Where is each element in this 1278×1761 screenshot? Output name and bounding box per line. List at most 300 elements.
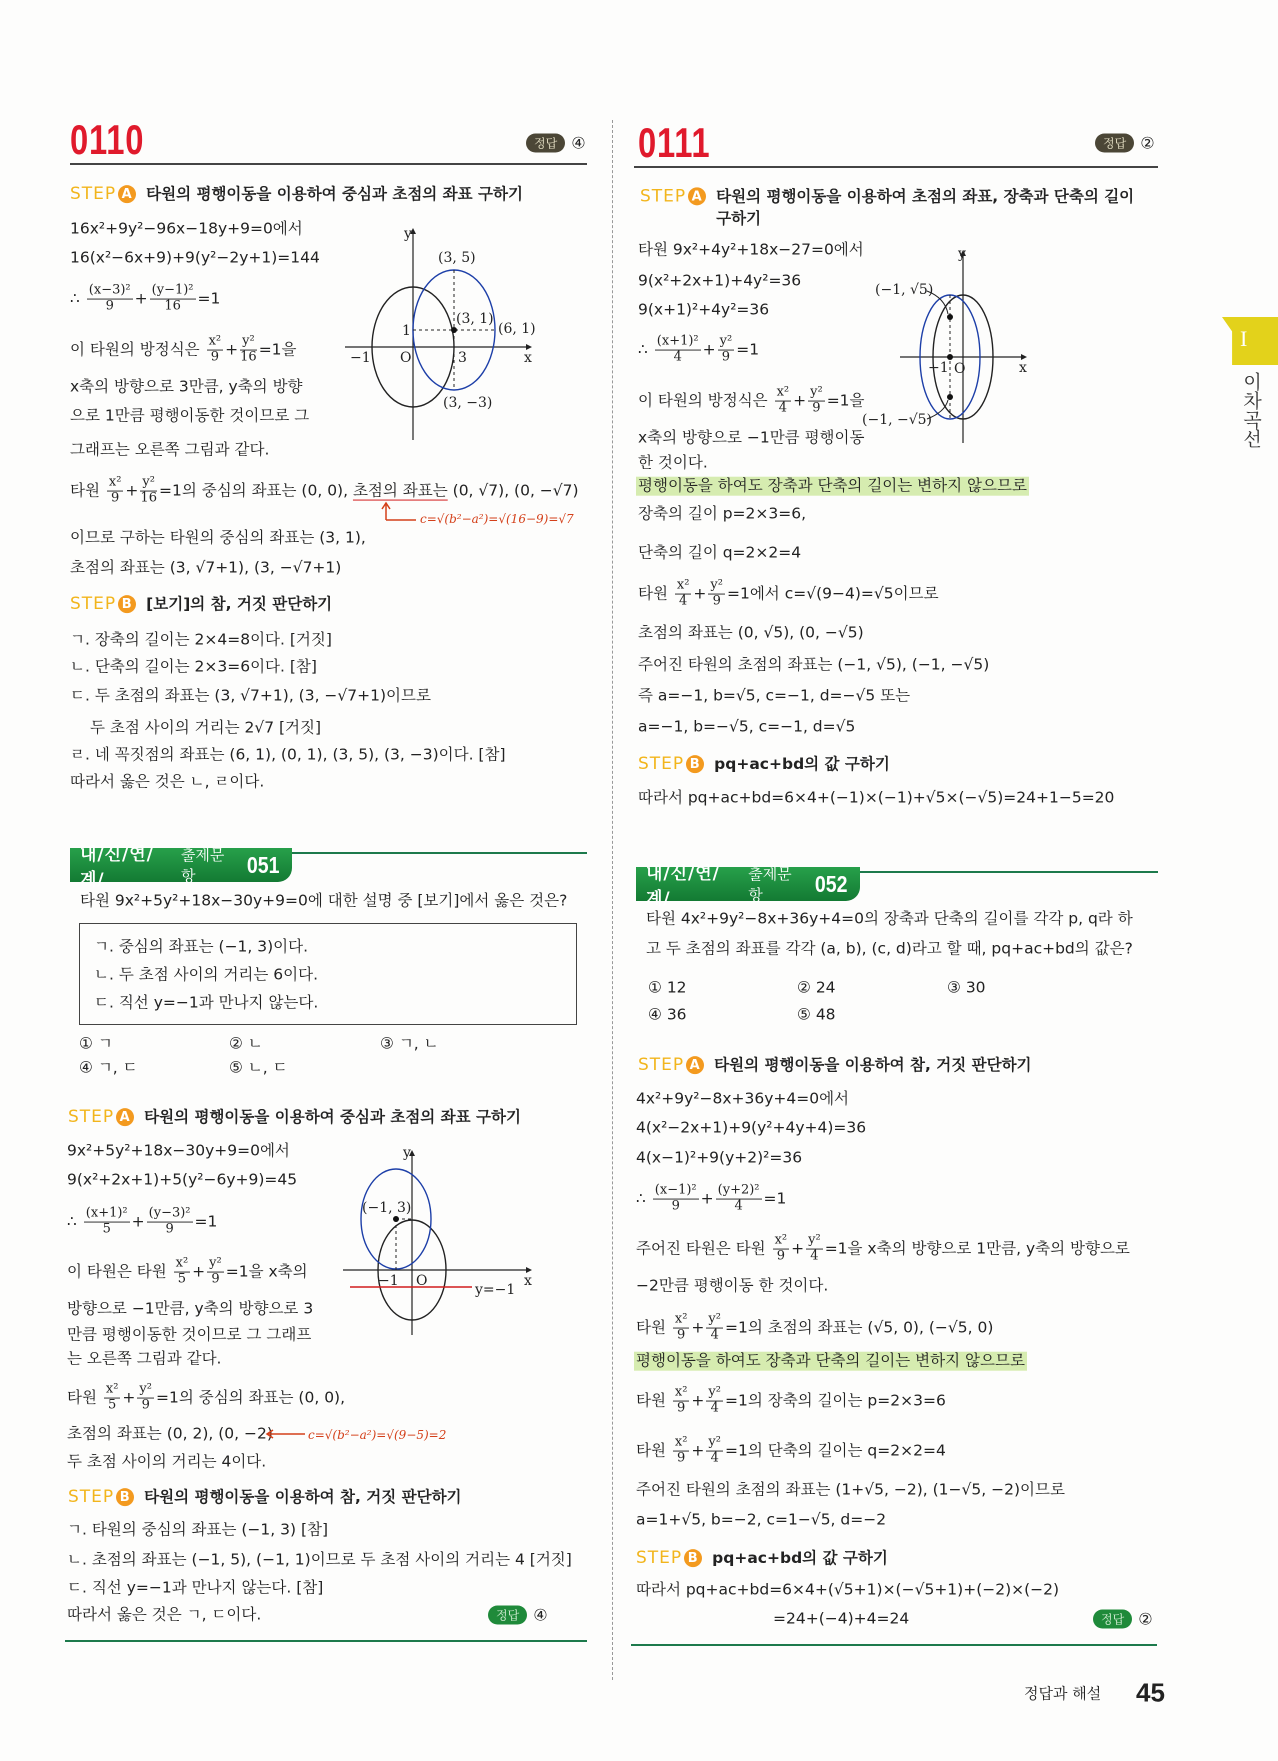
denominator: 4: [710, 1450, 719, 1466]
text-run: 그래프는 오른쪽 그림과 같다.: [70, 440, 270, 459]
text-run: 고 두 초점의 좌표를 각각 (a, b), (c, d)라고 할 때, pq+ac+bd의 값은?: [646, 939, 1133, 958]
tick-label: −1: [350, 350, 371, 366]
text-run: +: [700, 1189, 714, 1208]
text-run: 따라서 옳은 것은 ㄱ, ㄷ이다.: [67, 1605, 262, 1624]
numerator: x²: [674, 1311, 688, 1327]
step-letter: A: [686, 1056, 704, 1074]
text-run: =1: [197, 289, 221, 308]
step-word: STEP: [636, 1548, 683, 1569]
choice-1[interactable]: [648, 979, 687, 998]
denominator: 5: [108, 1397, 117, 1413]
text-run: 주어진 타원의 초점의 좌표는 (1+√5, −2), (1−√5, −2)이므로: [636, 1480, 1065, 1499]
text-run: ㄹ. 네 꼭짓점의 좌표는 (6, 1), (0, 1), (3, 5), (3, −3)이다. [참]: [70, 745, 506, 764]
line-label: y=−1: [475, 1282, 516, 1298]
text-run: 즉 a=−1, b=√5, c=−1, d=−√5 또는: [638, 686, 911, 705]
text-run: ㄷ. 직선 y=−1과 만나지 않는다. [참]: [67, 1578, 324, 1597]
solution-line: [67, 1300, 313, 1319]
text-run: 초점의 좌표는 (3, √7+1), (3, −√7+1): [70, 558, 342, 577]
solution-line: [70, 746, 506, 765]
text-run: 따라서 옳은 것은 ㄴ, ㄹ이다.: [70, 772, 265, 791]
choice-3[interactable]: [380, 1035, 439, 1054]
bogi-item: [94, 966, 318, 985]
math-fraction: [808, 386, 825, 417]
numerator: (x−3)²: [88, 282, 131, 298]
text-run: ㄷ. 두 초점의 좌표는 (3, √7+1), (3, −√7+1)이므로: [70, 686, 431, 705]
text-run: =1에서 c=√(9−4)=√5이므로: [726, 584, 939, 603]
answer-value: ②: [1138, 1609, 1153, 1629]
denominator: 4: [734, 1198, 743, 1214]
text-run: 초점의 좌표는 (0, √5), (0, −√5): [638, 623, 864, 642]
numerator: (x+1)²: [656, 333, 699, 349]
text-run: =1을: [258, 340, 297, 359]
text-run: 주어진 타원은 타원: [636, 1239, 771, 1258]
text-run: x축의 방향으로 −1만큼 평행이동: [638, 428, 865, 447]
chapter-label: 이차곡선: [1240, 372, 1262, 448]
banner-rule: [850, 871, 1158, 873]
tick-label: −1: [378, 1273, 399, 1289]
step-title: 타원의 평행이동을 이용하여 참, 거짓 판단하기: [144, 1488, 462, 1507]
text-run: +: [793, 391, 807, 410]
text-run: 따라서 pq+ac+bd=6×4+(√5+1)×(−√5+1)+(−2)×(−2): [636, 1580, 1060, 1599]
math-fraction: [150, 284, 196, 315]
solution-line: [70, 773, 264, 792]
text-run: =1의 중심의 좌표는 (0, 0),: [158, 481, 353, 500]
step-title: 타원의 평행이동을 이용하여 초점의 좌표, 장축과 단축의 길이: [716, 187, 1135, 206]
choice-4[interactable]: [79, 1059, 138, 1078]
focus-point: [947, 394, 953, 400]
denominator: 9: [721, 349, 731, 365]
choice-3[interactable]: [947, 979, 986, 998]
bogi-item: [94, 938, 308, 957]
solution-line: [638, 272, 801, 291]
text-run: 타원 9x²+4y²+18x−27=0에서: [638, 240, 864, 259]
origin-label: O: [400, 350, 412, 366]
solution-line: [638, 656, 989, 675]
solution-line: [636, 1090, 849, 1109]
text-run: ④ ㄱ, ㄷ: [79, 1058, 138, 1077]
point-label: (−1, 3): [362, 1200, 412, 1216]
step-a-heading: [68, 1107, 521, 1129]
math-fraction: [207, 1257, 224, 1288]
denominator: 4: [673, 349, 682, 365]
banner-rule: [280, 852, 587, 854]
denominator: 9: [211, 1271, 220, 1287]
text-run: 평행이동을 하여도 장축과 단축의 길이는 변하지 않으므로: [636, 1351, 1025, 1370]
text-run: =24+(−4)+4=24: [773, 1609, 910, 1628]
answer-value: ④: [571, 133, 586, 153]
text-run: +: [134, 289, 148, 308]
math-fraction: [207, 335, 224, 366]
step-word: STEP: [640, 186, 687, 207]
text-run: 장축의 길이 p=2×3=6,: [638, 504, 807, 523]
text-run: 9(x²+2x+1)+4y²=36: [638, 271, 802, 290]
step-a-heading: [640, 186, 1134, 229]
solution-line: [638, 579, 939, 610]
solution-line: [67, 1383, 345, 1414]
answer-label: 정답: [526, 134, 565, 153]
step-title: 타원의 평행이동을 이용하여 중심과 초점의 좌표 구하기: [144, 1108, 521, 1127]
banner-label: 출제문항: [180, 846, 225, 885]
step-letter: B: [684, 1549, 702, 1567]
choice-2[interactable]: [797, 979, 836, 998]
solution-line: [67, 1606, 261, 1625]
step-letter: A: [118, 185, 136, 203]
solution-line: [638, 718, 855, 737]
math-fraction: [773, 1234, 790, 1265]
text-run: 9(x+1)²+4y²=36: [638, 300, 770, 319]
denominator: 9: [776, 1248, 785, 1264]
solution-line: [638, 624, 864, 643]
solution-line: [773, 1610, 909, 1629]
math-fraction: [675, 579, 692, 610]
math-fraction: [655, 335, 701, 366]
math-fraction: [718, 335, 735, 366]
solution-line: [636, 1386, 946, 1417]
denominator: 9: [677, 1327, 686, 1343]
section-rule: [65, 1640, 587, 1642]
text-run: =1: [736, 340, 760, 359]
math-fraction: [84, 1207, 130, 1238]
text-run: 이 타원은 타원: [67, 1262, 172, 1281]
solution-line: [638, 454, 708, 473]
answer-badge: [1093, 1610, 1153, 1629]
solution-line: [636, 1511, 886, 1530]
denominator: 9: [812, 400, 821, 416]
denominator: 5: [177, 1271, 187, 1287]
choice-1[interactable]: [79, 1035, 113, 1054]
solution-line: [636, 1436, 946, 1467]
numerator: (x−1)²: [654, 1182, 697, 1198]
solution-line: [67, 1207, 217, 1238]
solution-line: [70, 631, 332, 650]
text-run: 타원 9x²+5y²+18x−30y+9=0에 대한 설명 중 [보기]에서 옳은 것은?: [80, 891, 568, 910]
text-run: +: [791, 1239, 805, 1258]
denominator: 9: [671, 1198, 680, 1214]
step-title: pq+ac+bd의 값 구하기: [714, 755, 890, 774]
denominator: 4: [810, 1248, 819, 1264]
solution-line: [636, 1119, 866, 1138]
solution-line: [636, 1184, 786, 1215]
numerator: x²: [674, 1434, 688, 1450]
text-run: =1을 x축의: [225, 1262, 308, 1281]
denominator: 9: [210, 349, 219, 365]
step-letter: A: [116, 1108, 134, 1126]
solution-line: [70, 284, 220, 315]
side-note: c=√(b²−a²)=√(16−9)=√7: [420, 512, 574, 526]
numerator: y²: [242, 333, 255, 349]
text-run: +: [693, 584, 707, 603]
answer-badge: [488, 1606, 548, 1625]
tick-label: 1: [402, 323, 411, 339]
math-fraction: [716, 1184, 762, 1215]
highlighted-line: [636, 477, 1029, 496]
solution-line: [70, 378, 303, 397]
text-run: 두 초점 사이의 거리는 2√7 [거짓]: [90, 718, 322, 737]
text-run: 두 초점 사이의 거리는 4이다.: [67, 1452, 267, 1471]
numerator: x²: [674, 1384, 688, 1400]
text-run: +: [131, 1212, 145, 1231]
numerator: x²: [208, 333, 222, 349]
numerator: x²: [676, 577, 690, 593]
solution-line: [67, 1171, 297, 1190]
solution-line: [636, 1581, 1059, 1600]
text-run: 9(x²+2x+1)+5(y²−6y+9)=45: [67, 1170, 298, 1189]
arrow-icon: [265, 1428, 307, 1440]
text-run: ㄱ. 중심의 좌표는 (−1, 3)이다.: [94, 937, 309, 956]
solution-line: [70, 441, 269, 460]
origin-label: O: [416, 1273, 428, 1289]
text-run: ∴: [636, 1189, 651, 1208]
text-run: ⑤ 48: [797, 1005, 836, 1024]
math-fraction: [706, 1386, 723, 1417]
math-fraction: [137, 1383, 154, 1414]
column-divider: [612, 120, 613, 1680]
text-run: (0, √7), (0, −√7): [447, 481, 579, 500]
solution-line: [636, 1149, 802, 1168]
step-a-heading: [638, 1055, 1032, 1077]
solution-line: [70, 249, 320, 268]
math-fraction: [706, 1436, 723, 1467]
choice-5[interactable]: [797, 1006, 836, 1025]
text-run: ㄴ. 두 초점 사이의 거리는 6이다.: [94, 965, 319, 984]
numerator: y²: [808, 1232, 821, 1248]
step-title: pq+ac+bd의 값 구하기: [712, 1549, 888, 1568]
math-fraction: [673, 1313, 690, 1344]
text-run: 타원: [636, 1441, 671, 1460]
solution-line: [67, 1579, 323, 1598]
numerator: y²: [142, 474, 155, 490]
solution-line: [638, 241, 864, 260]
text-run: =1을: [826, 391, 865, 410]
step-b-heading: [638, 754, 890, 776]
problem-number: 0111: [638, 119, 711, 166]
text-run: 4x²+9y²−8x+36y+4=0에서: [636, 1089, 850, 1108]
text-run: +: [691, 1391, 705, 1410]
tick-label: −1: [928, 360, 949, 376]
text-run: a=1+√5, b=−2, c=1−√5, d=−2: [636, 1510, 887, 1529]
origin-label: O: [954, 361, 966, 377]
solution-line: [70, 220, 303, 239]
text-run: =1의 장축의 길이는 p=2×3=6: [724, 1391, 946, 1410]
step-letter: A: [688, 187, 706, 205]
solution-line: [67, 1350, 221, 1369]
math-fraction: [104, 1383, 121, 1414]
denominator: 9: [105, 298, 114, 314]
solution-line: [638, 386, 865, 417]
question-text: [646, 910, 1133, 929]
text-run: 타원: [638, 584, 673, 603]
denominator: 16: [240, 349, 257, 365]
text-run: 한 것이다.: [638, 453, 708, 472]
text-run: +: [192, 1262, 206, 1281]
banner-number: 052: [814, 870, 848, 897]
text-run: 이 타원의 방정식은: [70, 340, 205, 359]
solution-line: [636, 1313, 993, 1344]
solution-line: [638, 429, 864, 448]
text-run: 평행이동을 하여도 장축과 단축의 길이는 변하지 않으므로: [638, 476, 1027, 495]
solution-line: [67, 1425, 273, 1444]
denominator: 16: [164, 298, 181, 314]
denominator: 4: [710, 1400, 719, 1416]
solution-line: [67, 1326, 311, 1345]
step-title: 타원의 평행이동을 이용하여 참, 거짓 판단하기: [714, 1056, 1032, 1075]
highlighted-line: [634, 1352, 1027, 1371]
numerator: y²: [708, 1311, 721, 1327]
text-run: 타원 4x²+9y²−8x+36y+4=0의 장축과 단축의 길이를 각각 p, q라 하: [646, 909, 1133, 928]
x-label: x: [524, 350, 532, 366]
answer-label: 정답: [488, 1606, 527, 1625]
denominator: 9: [712, 593, 721, 609]
text-run: ① 12: [648, 978, 687, 997]
text-run: 타원: [636, 1318, 671, 1337]
y-label: y: [958, 246, 966, 262]
text-run: =1: [763, 1189, 787, 1208]
text-run: ㄷ. 직선 y=−1과 만나지 않는다.: [94, 993, 319, 1012]
step-letter: B: [118, 595, 136, 613]
choice-5[interactable]: [229, 1059, 288, 1078]
chapter-tab[interactable]: [1222, 317, 1278, 365]
center-point: [393, 1216, 399, 1222]
bogi-item: [94, 994, 318, 1013]
math-fraction: [706, 1313, 723, 1344]
text-run: =1의 단축의 길이는 q=2×2=4: [724, 1441, 946, 1460]
text-run: ∴: [67, 1212, 82, 1231]
math-fraction: [673, 1386, 690, 1417]
side-note: c=√(b²−a²)=√(9−5)=2: [308, 1428, 447, 1442]
text-run: =1의 초점의 좌표는 (√5, 0), (−√5, 0): [724, 1318, 994, 1337]
text-run: 4(x²−2x+1)+9(y²+4y+4)=36: [636, 1118, 867, 1137]
choice-4[interactable]: [648, 1006, 687, 1025]
text-run: ② ㄴ: [229, 1034, 263, 1053]
solution-line: [67, 1142, 290, 1161]
solution-line: [638, 301, 769, 320]
point-label: (6, 1): [498, 321, 536, 337]
text-run: +: [225, 340, 239, 359]
solution-line: [70, 335, 297, 366]
answer-badge: [1095, 134, 1155, 153]
x-label: x: [1019, 360, 1027, 376]
answer-value: ②: [1140, 133, 1155, 153]
point-label: (−1, −√5): [862, 412, 933, 428]
solution-line: [636, 1481, 1065, 1500]
solution-line: [67, 1551, 572, 1570]
numerator: (x+1)²: [85, 1205, 128, 1221]
question-text: [646, 940, 1133, 959]
math-fraction: [240, 335, 257, 366]
step-letter: B: [116, 1488, 134, 1506]
solution-line: [67, 1521, 328, 1540]
text-run: 으로 1만큼 평행이동한 것이므로 그: [70, 406, 310, 425]
math-fraction: [775, 386, 792, 417]
text-run: =1의 중심의 좌표는 (0, 0),: [155, 1388, 346, 1407]
y-label: y: [404, 226, 412, 242]
solution-line: [70, 559, 341, 578]
page-number: 45: [1136, 1677, 1165, 1708]
math-fraction: [140, 476, 157, 507]
text-run: ④ 36: [648, 1005, 687, 1024]
text-run: ② 24: [797, 978, 836, 997]
text-run: ⑤ ㄴ, ㄷ: [229, 1058, 288, 1077]
text-run: 타원: [70, 481, 105, 500]
numerator: (y−3)²: [148, 1205, 191, 1221]
solution-line: [638, 505, 806, 524]
banner-number: 051: [246, 851, 280, 878]
numerator: y²: [209, 1255, 222, 1271]
footer-label: 정답과 해설: [1024, 1684, 1102, 1703]
math-fraction: [653, 1184, 699, 1215]
ellipse-graph: [340, 1145, 540, 1340]
solution-line: [67, 1453, 266, 1472]
text-run: +: [702, 340, 716, 359]
header-rule: [634, 166, 1158, 168]
math-fraction: [147, 1207, 193, 1238]
choice-2[interactable]: [229, 1035, 263, 1054]
text-run: ㄴ. 단축의 길이는 2×3=6이다. [참]: [70, 657, 317, 676]
math-fraction: [87, 284, 133, 315]
step-word: STEP: [638, 754, 685, 775]
point-label: (3, −3): [443, 395, 493, 411]
math-fraction: [673, 1436, 690, 1467]
text-run: a=−1, b=−√5, c=−1, d=√5: [638, 717, 856, 736]
text-run: =1을 x축의 방향으로 1만큼, y축의 방향으로: [824, 1239, 1130, 1258]
text-run: 따라서 pq+ac+bd=6×4+(−1)×(−1)+√5×(−√5)=24+1−5=20: [638, 788, 1115, 807]
denominator: 9: [141, 1397, 150, 1413]
answer-value: ④: [533, 1605, 548, 1625]
solution-line: [636, 1234, 1130, 1265]
solution-line: [636, 1277, 828, 1296]
numerator: (y−1)²: [151, 282, 194, 298]
related-problem-banner: [70, 845, 292, 890]
center-point: [451, 327, 457, 333]
numerator: y²: [719, 333, 733, 349]
underlined-text: 초점의 좌표는: [352, 481, 448, 500]
arrow-icon: [380, 500, 420, 524]
text-run: ㄱ. 타원의 중심의 좌표는 (−1, 3) [참]: [67, 1520, 329, 1539]
problem-number: 0110: [70, 116, 145, 163]
answer-label: 정답: [1095, 134, 1134, 153]
header-rule: [70, 163, 587, 165]
text-run: ∴: [70, 289, 85, 308]
numerator: x²: [175, 1255, 189, 1271]
denominator: 9: [677, 1400, 686, 1416]
text-run: 타원: [636, 1391, 671, 1410]
solution-line: [70, 529, 366, 548]
step-word: STEP: [68, 1487, 115, 1508]
text-run: +: [125, 481, 139, 500]
text-run: 초점의 좌표는 (0, 2), (0, −2): [67, 1424, 273, 1443]
tick-label: 3: [458, 350, 467, 366]
text-run: 주어진 타원의 초점의 좌표는 (−1, √5), (−1, −√5): [638, 655, 990, 674]
step-a-heading: [70, 184, 523, 206]
denominator: 5: [102, 1221, 111, 1237]
solution-line: [90, 719, 321, 738]
step-title: [보기]의 참, 거짓 판단하기: [146, 595, 333, 614]
numerator: y²: [810, 384, 823, 400]
point-label: (3, 5): [438, 250, 476, 266]
text-run: ㄴ. 초점의 좌표는 (−1, 5), (−1, 1)이므로 두 초점 사이의 거리는 4 [거짓]: [67, 1550, 572, 1569]
step-b-heading: [636, 1548, 888, 1570]
denominator: 9: [111, 490, 120, 506]
numerator: x²: [776, 384, 790, 400]
chapter-numeral: I: [1240, 326, 1248, 351]
point-label: (−1, √5): [875, 282, 934, 298]
step-word: STEP: [68, 1107, 115, 1128]
step-title-cont: 구하기: [716, 209, 762, 227]
text-run: 이 타원의 방정식은: [638, 391, 773, 410]
solution-line: [70, 658, 317, 677]
text-run: 4(x−1)²+9(y+2)²=36: [636, 1148, 803, 1167]
solution-line: [638, 544, 801, 563]
